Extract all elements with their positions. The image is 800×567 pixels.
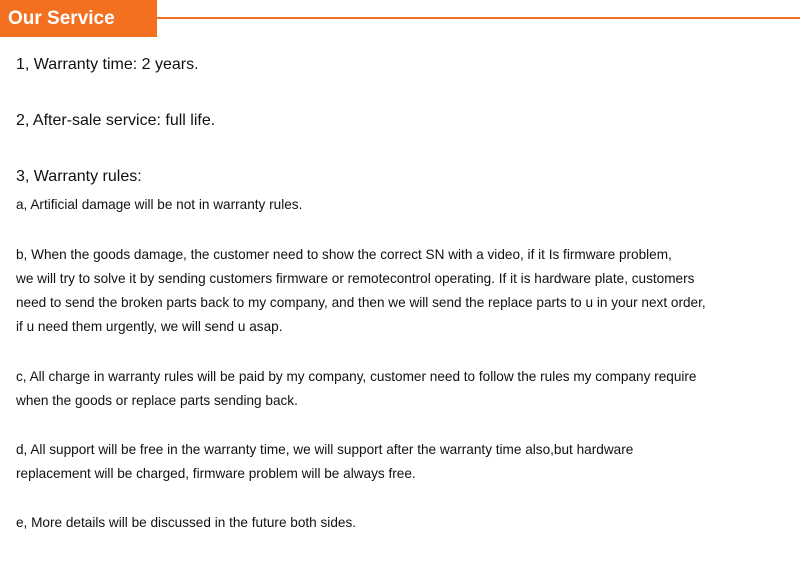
rule-c-line: c, All charge in warranty rules will be paid by my company, customer need to follow the rules my company require [16, 369, 697, 384]
rule-d-line: d, All support will be free in the warranty time, we will support after the warranty time also,but hardware [16, 442, 634, 457]
after-sale-item: 2, After-sale service: full life. [16, 112, 216, 129]
rule-b-line: need to send the broken parts back to my company, and then we will send the replace parts to u in your next order, [16, 295, 706, 310]
rule-e: e, More details will be discussed in the future both sides. [16, 515, 357, 530]
rule-b-line: we will try to solve it by sending customers firmware or remotecontrol operating. If it is hardware plate, customers [16, 271, 695, 286]
header-divider [157, 17, 800, 19]
rule-c-line: when the goods or replace parts sending back. [16, 393, 298, 408]
rule-b-line: b, When the goods damage, the customer need to show the correct SN with a video, if it Is firmware problem, [16, 247, 672, 262]
rule-b [16, 243, 798, 339]
rule-b-line: if u need them urgently, we will send u asap. [16, 319, 283, 334]
rule-c [16, 365, 798, 413]
rule-a: a, Artificial damage will be not in warranty rules. [16, 197, 303, 212]
rule-d-line: replacement will be charged, firmware problem will be always free. [16, 466, 416, 481]
rule-d [16, 438, 798, 486]
section-title: Our Service [0, 0, 157, 37]
warranty-time-item: 1, Warranty time: 2 years. [16, 56, 199, 73]
section-header [0, 0, 800, 38]
warranty-rules-heading: 3, Warranty rules: [16, 168, 142, 185]
